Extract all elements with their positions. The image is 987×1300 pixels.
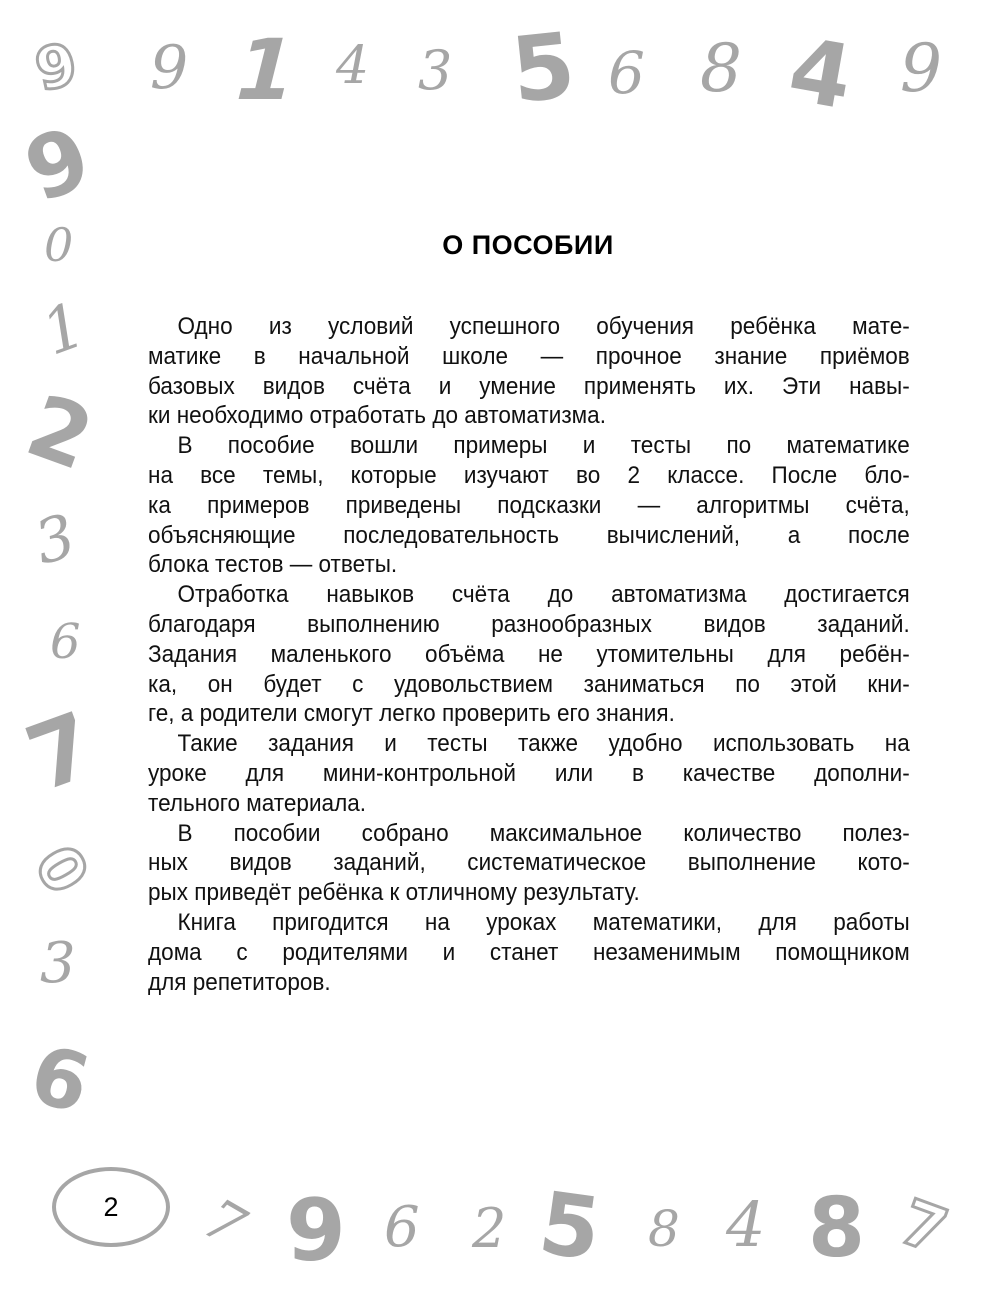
text-line: ных видов заданий, систематическое выполнение кото-	[148, 849, 910, 877]
text-line: ки необходимо отработать до автоматизма.	[148, 402, 606, 430]
text-line: Такие задания и тесты также удобно использовать на	[177, 730, 910, 758]
page-title: О ПОСОБИИ	[442, 230, 614, 260]
text-line: базовых видов счёта и умение применять их. Эти навы-	[148, 372, 910, 400]
text-line: благодаря выполнению разнообразных видов заданий.	[148, 610, 910, 638]
text-line: уроке для мини-контрольной или в качестве дополни-	[148, 759, 910, 787]
digit-decoration: 8	[648, 1200, 680, 1258]
digit-decoration: 1	[223, 21, 307, 119]
digit-decoration: 4	[781, 17, 860, 130]
digit-decoration: 9	[12, 107, 104, 223]
digit-decoration: 7	[890, 1184, 957, 1269]
text-line: В пособие вошли примеры и тесты по математике	[177, 432, 910, 460]
digit-decoration: 0	[20, 834, 102, 906]
digit-decoration: 8	[700, 30, 742, 107]
paragraph	[148, 819, 910, 908]
digit-decoration: 6	[21, 1027, 99, 1132]
digit-decoration: 3	[40, 931, 76, 996]
paragraph	[148, 908, 910, 997]
body-text	[148, 312, 910, 997]
text-line: ка, он будет с удовольствием заниматься по этой кни-	[148, 670, 910, 698]
paragraph	[148, 431, 910, 580]
page-number: 2	[103, 1191, 119, 1222]
text-line: ге, а родители смогут легко проверить его знания.	[148, 700, 675, 728]
digit-decoration: 2	[472, 1197, 507, 1260]
digit-decoration: 8	[808, 1181, 866, 1276]
digit-decoration: 7	[13, 692, 109, 813]
text-line: объясняющие последовательность вычислений, а после	[148, 521, 910, 549]
digit-decoration: 3	[418, 39, 453, 102]
text-line: ка примеров приведены подсказки — алгоритмы счёта,	[148, 491, 910, 519]
paragraph	[148, 312, 910, 431]
digit-decoration: 5	[533, 1173, 607, 1281]
text-line: рых приведёт ребёнка к отличному результату.	[148, 879, 640, 907]
paragraph	[148, 729, 910, 818]
paragraph	[148, 580, 910, 729]
digit-decoration: 3	[27, 501, 83, 579]
digit-decoration: 9	[286, 1181, 346, 1281]
digit-decoration: 6	[608, 39, 645, 107]
digit-decoration: 9	[150, 33, 189, 103]
text-line: Задания маленького объёма не утомительны для ребён-	[148, 640, 910, 668]
text-line: Одно из условий успешного обучения ребёнка мате-	[177, 313, 910, 340]
digit-decoration: 0	[44, 218, 74, 272]
digit-decoration: 9	[900, 30, 942, 107]
digit-decoration: 2	[14, 375, 106, 491]
text-line: для репетиторов.	[148, 968, 331, 996]
digit-decoration: 4	[726, 1188, 766, 1261]
text-line: матике в начальной школе — прочное знание приёмов	[148, 342, 910, 370]
digit-decoration: 1	[32, 287, 95, 370]
text-line: блока тестов — ответы.	[148, 551, 398, 579]
digit-decoration: 6	[384, 1195, 420, 1260]
page-number-oval	[52, 1167, 170, 1247]
text-line: на все темы, которые изучают во 2 классе. После бло-	[148, 461, 910, 489]
digit-decoration: 7	[192, 1186, 256, 1261]
text-line: Книга пригодится на уроках математики, для работы	[177, 908, 910, 936]
digit-decoration: 9	[29, 29, 83, 105]
text-line: дома с родителями и станет незаменимым помощником	[148, 938, 910, 966]
digit-decoration: 4	[336, 36, 370, 96]
digit-decoration: 6	[50, 614, 81, 670]
text-line: Отработка навыков счёта до автоматизма достигается	[177, 581, 910, 609]
text-line: тельного материала.	[148, 789, 367, 817]
digit-decoration: 5	[506, 13, 580, 124]
text-line: В пособии собрано максимальное количество полез-	[177, 819, 910, 847]
